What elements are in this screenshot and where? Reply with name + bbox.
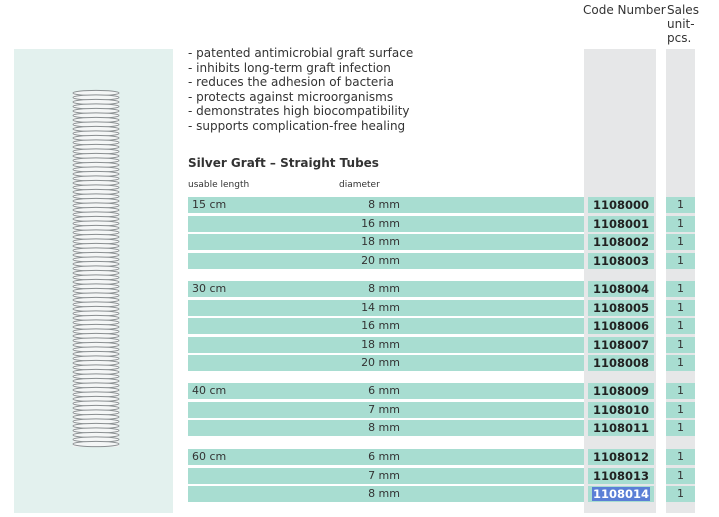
- code-number-text: 1108000: [592, 198, 649, 212]
- code-number-text: 1108004: [592, 282, 649, 296]
- code-number-value: [588, 281, 654, 297]
- code-number-text: 1108003: [592, 254, 649, 268]
- diameter-value: 16 mm: [361, 319, 400, 332]
- diameter-value: 16 mm: [361, 217, 400, 230]
- code-number-value: [588, 402, 654, 418]
- code-number-text: 1108007: [592, 338, 649, 352]
- code-number-text: 1108009: [592, 384, 649, 398]
- feature-item: - reduces the adhesion of bacteria: [188, 75, 394, 90]
- sales-unit-value: 1: [677, 198, 684, 211]
- code-number-value: [588, 355, 654, 371]
- feature-item: - supports complication-free healing: [188, 118, 406, 133]
- code-number-value: [588, 300, 654, 316]
- feature-item: - protects against microorganisms: [188, 89, 394, 104]
- sales-unit-value: 1: [677, 282, 684, 295]
- sales-unit-line: Sales: [667, 3, 699, 17]
- sales-unit-value: 1: [677, 217, 684, 230]
- code-number-value: [588, 468, 654, 484]
- sales-unit-value: 1: [677, 356, 684, 369]
- code-number-value: [588, 383, 654, 399]
- code-number-text: 1108010: [592, 403, 649, 417]
- diameter-value: 14 mm: [361, 301, 400, 314]
- sales-unit-value: 1: [677, 301, 684, 314]
- sales-unit-line: pcs.: [667, 31, 692, 45]
- sales-unit-line: unit-: [667, 17, 695, 31]
- code-number-text: 1108012: [592, 450, 649, 464]
- diameter-value: 8 mm: [368, 282, 400, 295]
- code-number-text: 1108011: [592, 421, 649, 435]
- code-number-value: [588, 420, 654, 436]
- code-number-value: [588, 318, 654, 334]
- sales-unit-value: 1: [677, 450, 684, 463]
- product-image-panel: [14, 49, 173, 513]
- diameter-value: 6 mm: [368, 450, 400, 463]
- diameter-column-header: diameter: [339, 180, 380, 190]
- sales-unit-value: 1: [677, 319, 684, 332]
- feature-item: - patented antimicrobial graft surface: [188, 46, 414, 60]
- code-number-header: Code Number: [583, 3, 666, 17]
- sales-unit-value: 1: [677, 254, 684, 267]
- usable-length-value: 60 cm: [192, 450, 227, 463]
- code-number-value: [588, 449, 654, 465]
- diameter-value: 18 mm: [361, 338, 400, 351]
- usable-length-value: 40 cm: [192, 384, 227, 397]
- code-number-text: 1108008: [592, 356, 649, 370]
- usable-length-value: 30 cm: [192, 282, 227, 295]
- diameter-value: 20 mm: [361, 254, 400, 267]
- feature-item: - demonstrates high biocompatibility: [188, 104, 410, 119]
- sales-unit-value: 1: [677, 487, 684, 500]
- section-title: Silver Graft – Straight Tubes: [188, 156, 379, 170]
- sales-unit-header: [667, 3, 699, 45]
- diameter-value: 20 mm: [361, 356, 400, 369]
- code-number-text: 1108006: [592, 319, 649, 333]
- code-number-value: [588, 197, 654, 213]
- code-number-value: [588, 253, 654, 269]
- sales-unit-value: 1: [677, 403, 684, 416]
- diameter-value: 18 mm: [361, 235, 400, 248]
- sales-unit-value: 1: [677, 338, 684, 351]
- diameter-value: 8 mm: [368, 421, 400, 434]
- sales-unit-value: 1: [677, 469, 684, 482]
- usable-length-value: 15 cm: [192, 198, 227, 211]
- code-number-text: 1108005: [592, 301, 649, 315]
- sales-unit-value: 1: [677, 421, 684, 434]
- code-number-value: [588, 486, 654, 502]
- code-number-value: [588, 337, 654, 353]
- code-number-value: [588, 234, 654, 250]
- sales-unit-value: 1: [677, 235, 684, 248]
- corrugated-graft-tube-icon: [14, 49, 173, 513]
- diameter-value: 7 mm: [368, 469, 400, 482]
- diameter-value: 8 mm: [368, 198, 400, 211]
- code-number-text: 1108013: [592, 469, 649, 483]
- code-number-text: 1108002: [592, 235, 649, 249]
- diameter-value: 8 mm: [368, 487, 400, 500]
- sales-unit-value: 1: [677, 384, 684, 397]
- code-number-text: 1108014: [592, 487, 649, 501]
- tube-ridge: [73, 441, 119, 446]
- diameter-value: 6 mm: [368, 384, 400, 397]
- usable-length-column-header: usable length: [188, 180, 250, 190]
- code-number-text: 1108001: [592, 217, 649, 231]
- feature-item: - inhibits long-term graft infection: [188, 60, 391, 75]
- feature-list: [188, 46, 413, 134]
- code-number-value: [588, 216, 654, 232]
- diameter-value: 7 mm: [368, 403, 400, 416]
